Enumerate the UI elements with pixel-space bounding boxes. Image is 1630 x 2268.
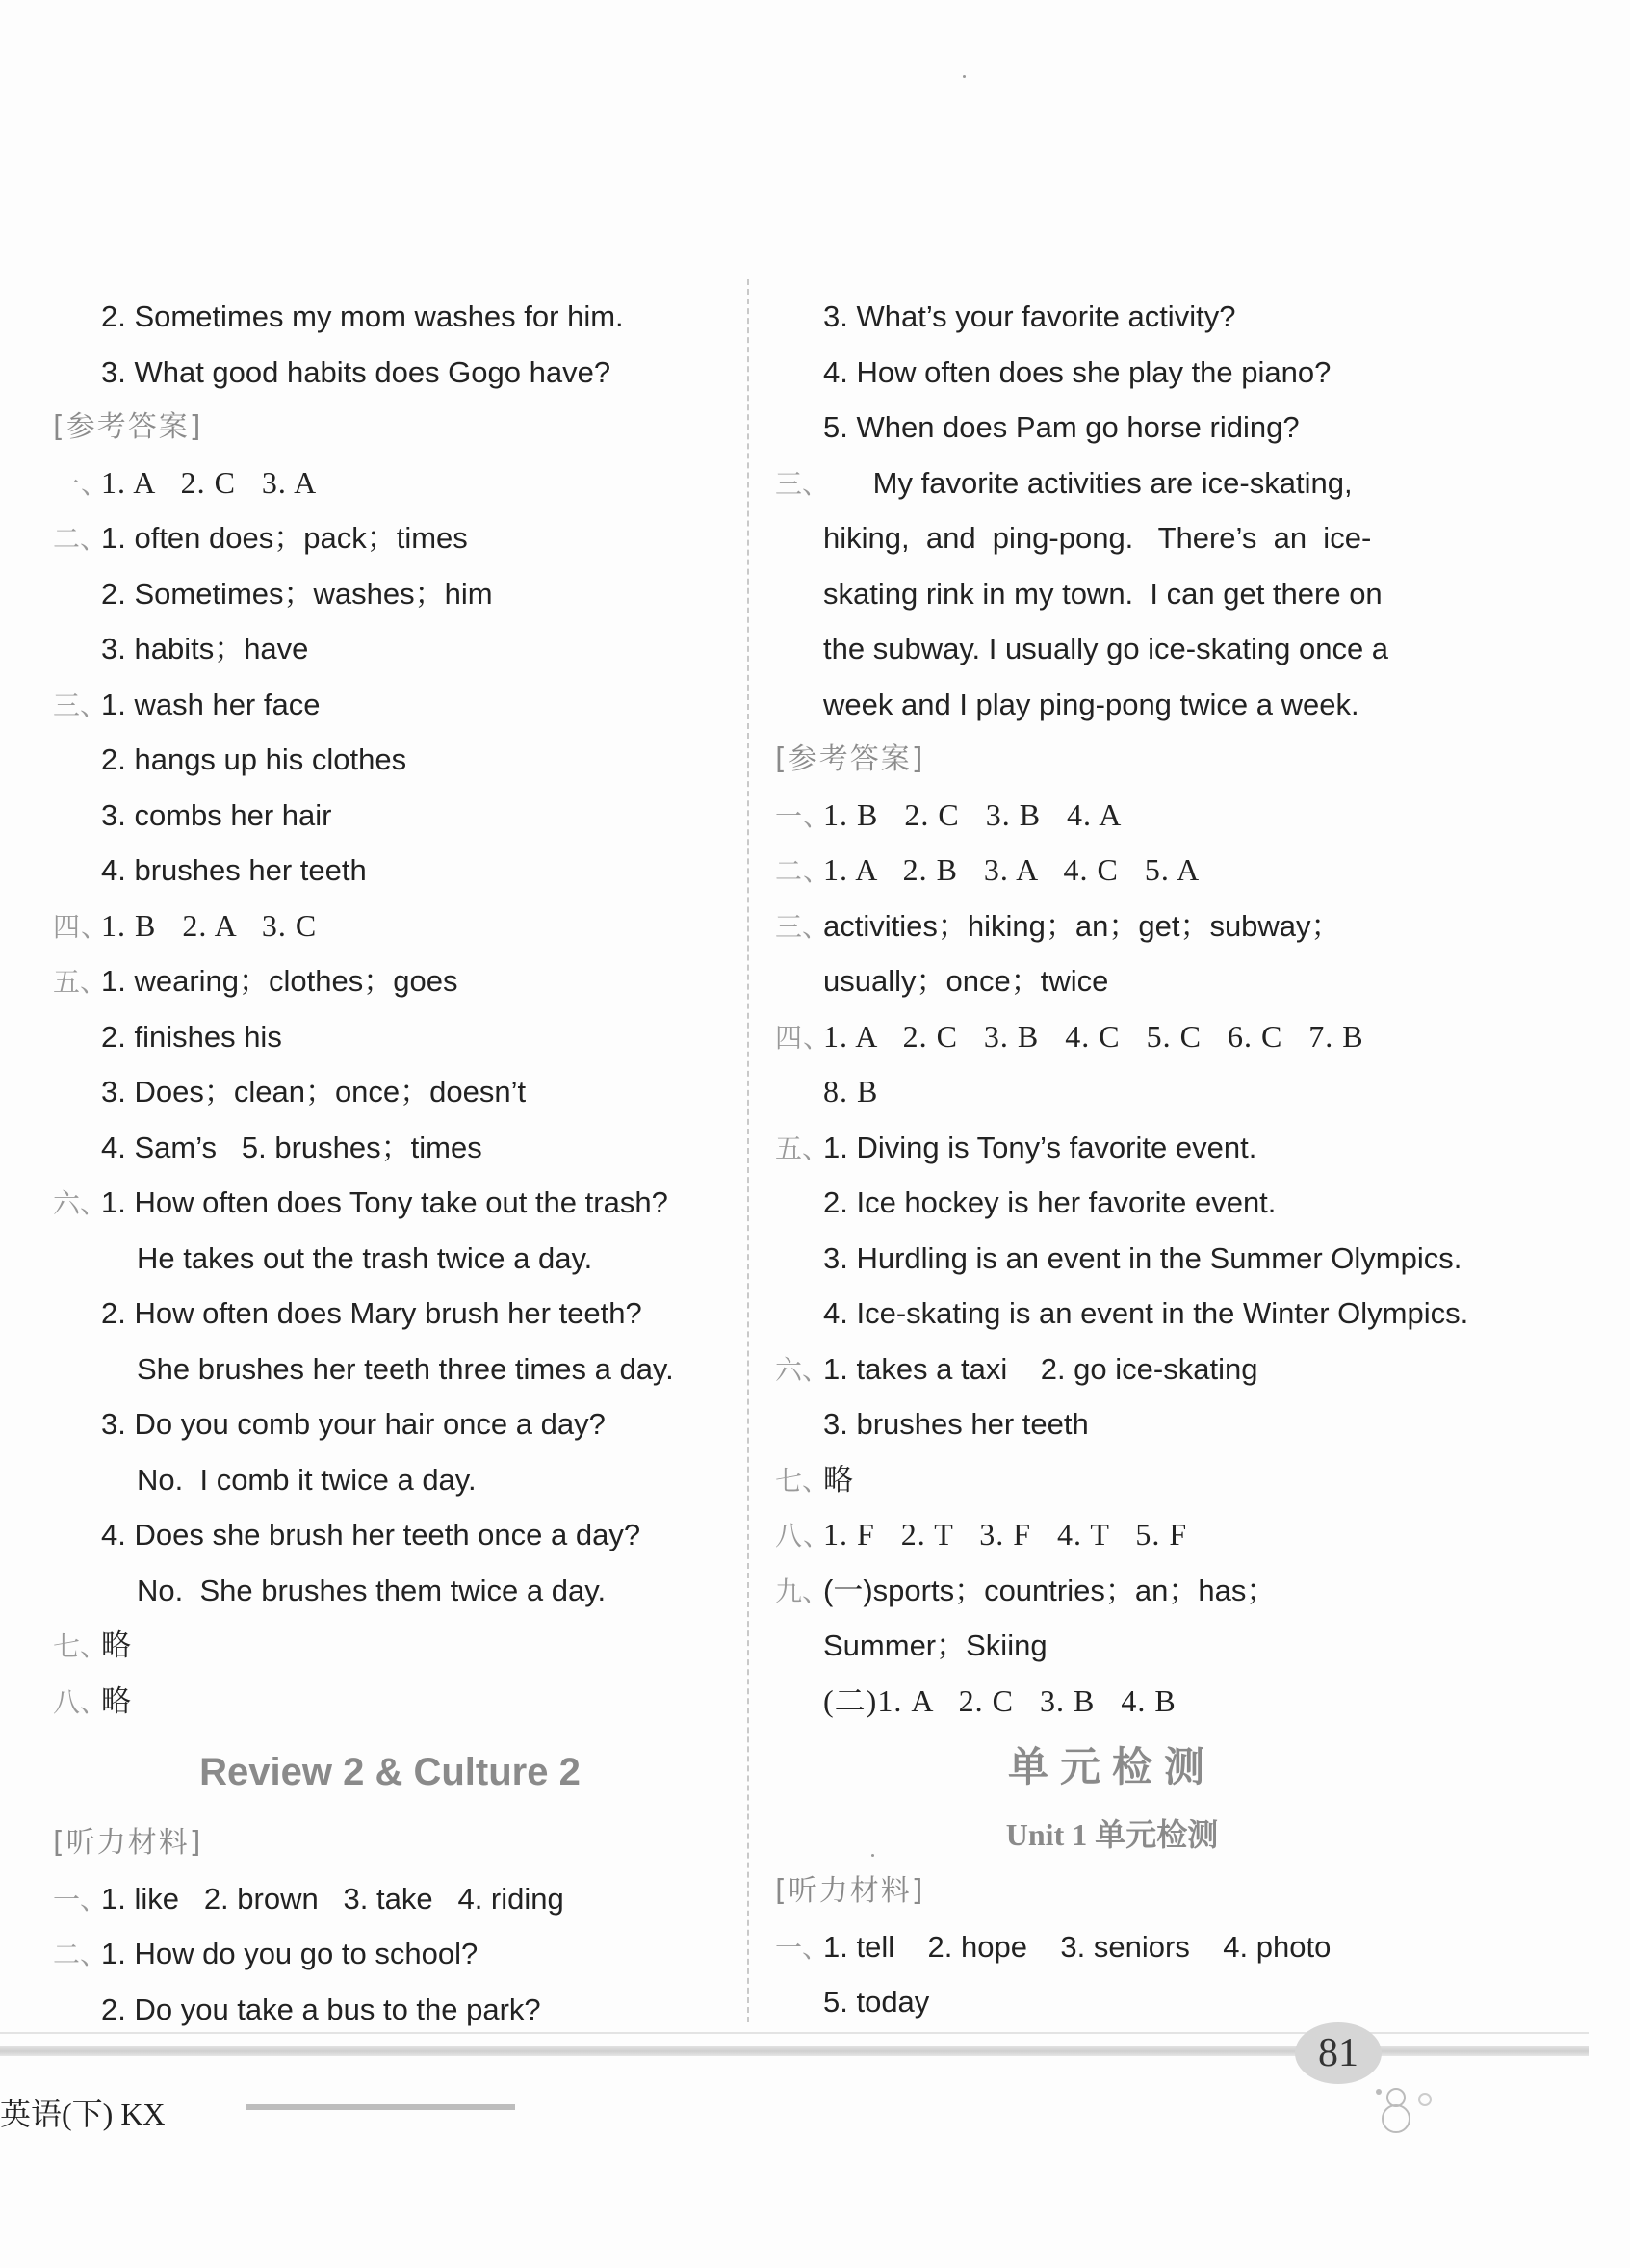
left-listening-lines xyxy=(53,1815,727,2037)
answer-line xyxy=(53,510,727,566)
line-text: 1. A 2. C 3. B 4. C 5. C 6. C 7. B xyxy=(823,1018,1364,1054)
right-column xyxy=(775,289,1469,2030)
answer-line xyxy=(775,1120,1449,1176)
answer-line xyxy=(775,456,1449,511)
section-number: 六、 xyxy=(53,1187,108,1219)
line-text: [听力材料] xyxy=(53,1826,203,1860)
answer-line xyxy=(53,1563,727,1619)
answer-line xyxy=(53,1452,727,1508)
line-text: 1. F 2. T 3. F 4. T 5. F xyxy=(823,1517,1188,1551)
answer-line xyxy=(775,899,1449,954)
line-text: 1. wash her face xyxy=(101,687,321,721)
section-number: 八、 xyxy=(53,1685,108,1718)
line-text: [参考答案] xyxy=(775,743,925,776)
line-text: 4. How often does she play the piano? xyxy=(823,354,1332,389)
section-number: 一、 xyxy=(53,467,110,500)
answer-line xyxy=(53,621,727,677)
line-text: (二)1. A 2. C 3. B 4. B xyxy=(823,1682,1177,1718)
line-text: 1. tell 2. hope 3. seniors 4. photo xyxy=(823,1929,1332,1964)
answer-line xyxy=(53,1009,727,1065)
line-text: No. I comb it twice a day. xyxy=(137,1462,477,1497)
line-text: 4. Does she brush her teeth once a day? xyxy=(101,1518,641,1551)
answer-line xyxy=(775,677,1449,733)
answer-line xyxy=(775,1175,1449,1231)
answer-line xyxy=(775,1064,1449,1120)
answer-line xyxy=(775,1864,1449,1919)
answer-line xyxy=(775,566,1449,622)
line-text: 4. brushes her teeth xyxy=(101,853,367,887)
line-text: 3. Do you comb your hair once a day? xyxy=(101,1407,606,1441)
footer-book-label: 英语(下) KX xyxy=(0,2097,166,2131)
line-text: 1. wearing；clothes；goes xyxy=(101,964,458,998)
answer-line xyxy=(53,788,727,844)
line-text: 3. habits；have xyxy=(101,632,309,665)
answer-line xyxy=(775,1286,1469,1342)
answer-line xyxy=(775,1507,1449,1563)
line-text: Summer；Skiing xyxy=(823,1629,1048,1662)
section-number: 二、 xyxy=(53,523,108,555)
line-text: 3. What’s your favorite activity? xyxy=(823,300,1236,333)
line-text: 1. A 2. C 3. A xyxy=(101,464,318,500)
answer-line xyxy=(53,289,727,345)
line-text: skating rink in my town. I can get there on xyxy=(823,576,1383,611)
page-number: 81 xyxy=(1295,2022,1382,2084)
unit-test-subheading: Unit 1 单元检测 xyxy=(1005,1817,1219,1852)
line-text: 略 xyxy=(101,1683,131,1718)
section-number: 八、 xyxy=(775,1520,832,1551)
answer-line xyxy=(775,1452,1449,1508)
speck xyxy=(871,1854,874,1857)
unit-test-heading: 单元检测 xyxy=(1007,1744,1216,1789)
answer-line xyxy=(53,1120,727,1176)
section-number: 三、 xyxy=(775,910,830,943)
answer-line xyxy=(775,400,1449,456)
line-text: 3. Hurdling is an event in the Summer Olympics. xyxy=(823,1240,1462,1275)
line-text: My favorite activities are ice-skating, xyxy=(823,465,1353,500)
line-text: 1. A 2. B 3. A 4. C 5. A xyxy=(823,852,1201,887)
line-text: 1. Diving is Tony’s favorite event. xyxy=(823,1130,1257,1164)
line-text: She brushes her teeth three times a day. xyxy=(137,1351,674,1386)
section-number: 四、 xyxy=(53,910,110,943)
answer-line xyxy=(53,953,727,1009)
answer-line xyxy=(775,289,1449,345)
section-number: 二、 xyxy=(53,1939,108,1970)
answer-line xyxy=(775,1618,1449,1674)
answer-line xyxy=(53,1064,727,1120)
answer-line xyxy=(775,732,1449,788)
line-text: 5. When does Pam go horse riding? xyxy=(823,410,1300,444)
review-heading: Review 2 & Culture 2 xyxy=(199,1751,581,1793)
section-number: 三、 xyxy=(53,689,108,721)
line-text: 2. hangs up his clothes xyxy=(101,743,407,776)
line-text: 1. takes a taxi 2. go ice-skating xyxy=(823,1351,1258,1386)
section-number: 二、 xyxy=(775,855,832,887)
answer-line xyxy=(775,510,1449,566)
line-text: 略 xyxy=(101,1629,131,1662)
answer-line xyxy=(53,1926,727,1982)
snowman-decoration-icon xyxy=(1367,2071,1444,2138)
right-answer-lines xyxy=(775,289,1469,1729)
answer-line xyxy=(775,345,1449,401)
line-text: 略 xyxy=(823,1462,853,1497)
line-text: 3. What good habits does Gogo have? xyxy=(101,354,611,389)
answer-line xyxy=(53,1815,727,1871)
line-text: 1. often does；pack；times xyxy=(101,521,468,555)
line-text: He takes out the trash twice a day. xyxy=(137,1240,593,1275)
answer-line xyxy=(775,1974,1449,2030)
line-text: hiking, and ping-pong. There’s an ice- xyxy=(823,521,1372,555)
answer-line xyxy=(775,1342,1449,1397)
answer-line xyxy=(775,953,1449,1009)
answer-line xyxy=(53,1674,727,1730)
line-text: 1. How do you go to school? xyxy=(101,1937,479,1970)
section-number: 一、 xyxy=(775,799,832,832)
answer-line xyxy=(53,1286,727,1342)
answer-line xyxy=(53,1982,727,2038)
answer-line xyxy=(53,732,727,788)
line-text: 3. combs her hair xyxy=(101,797,332,832)
answer-line xyxy=(775,1231,1462,1287)
answer-line xyxy=(53,1231,727,1287)
line-text: No. She brushes them twice a day. xyxy=(137,1573,607,1607)
answer-line xyxy=(53,456,727,511)
line-text: 2. Ice hockey is her favorite event. xyxy=(823,1186,1277,1219)
answer-line xyxy=(775,1563,1449,1619)
answer-line xyxy=(53,400,727,456)
line-text: 4. Sam’s 5. brushes；times xyxy=(101,1130,482,1164)
answer-line xyxy=(53,677,727,733)
speck xyxy=(963,75,966,78)
section-number: 七、 xyxy=(775,1464,830,1497)
line-text: 1. How often does Tony take out the trash? xyxy=(101,1186,668,1219)
line-text: 8. B xyxy=(823,1074,879,1108)
line-text: the subway. I usually go ice-skating once a xyxy=(823,632,1389,665)
answer-line xyxy=(775,621,1449,677)
answer-line xyxy=(53,345,727,401)
answer-line xyxy=(775,1919,1449,1975)
answer-line xyxy=(775,1396,1449,1452)
answer-line xyxy=(53,566,727,622)
section-number: 三、 xyxy=(775,467,830,500)
line-text: 4. Ice-skating is an event in the Winter Olympics. xyxy=(823,1296,1469,1330)
answer-line xyxy=(775,1009,1449,1065)
line-text: week and I play ping-pong twice a week. xyxy=(823,687,1359,721)
section-number: 四、 xyxy=(775,1021,832,1054)
answer-line xyxy=(53,1342,727,1397)
answer-line xyxy=(53,1618,727,1674)
left-column xyxy=(53,289,727,2037)
section-number: 七、 xyxy=(53,1630,108,1662)
line-text: 2. Sometimes my mom washes for him. xyxy=(101,300,624,333)
line-text: 1. B 2. A 3. C xyxy=(101,907,318,943)
line-text: activities；hiking；an；get；subway； xyxy=(823,908,1341,943)
line-text: 5. today xyxy=(823,1985,930,2019)
column-divider xyxy=(747,279,749,2022)
line-text: 2. finishes his xyxy=(101,1019,282,1054)
answer-line xyxy=(53,1507,727,1563)
line-text: [听力材料] xyxy=(775,1874,925,1908)
line-text: 1. like 2. brown 3. take 4. riding xyxy=(101,1881,564,1916)
line-text: usually；once；twice xyxy=(823,964,1109,998)
line-text: 2. Do you take a bus to the park? xyxy=(101,1992,541,2026)
answer-line xyxy=(53,899,727,954)
line-text: 3. Does；clean；once；doesn’t xyxy=(101,1075,527,1108)
section-number: 六、 xyxy=(775,1353,830,1386)
answer-line xyxy=(53,1396,727,1452)
right-listening-lines xyxy=(775,1864,1449,2030)
line-text: 1. B 2. C 3. B 4. A xyxy=(823,796,1123,832)
line-text: (一)sports；countries；an；has； xyxy=(823,1573,1277,1607)
footer-bar xyxy=(246,2104,515,2110)
section-number: 五、 xyxy=(775,1132,830,1164)
section-number: 一、 xyxy=(53,1883,108,1916)
section-number: 五、 xyxy=(53,966,108,998)
line-text: 2. How often does Mary brush her teeth? xyxy=(101,1296,642,1330)
answer-line xyxy=(53,843,727,899)
line-text: [参考答案] xyxy=(53,410,203,444)
answer-line xyxy=(775,1674,1449,1730)
answer-line xyxy=(775,788,1449,844)
line-text: 3. brushes her teeth xyxy=(823,1407,1089,1441)
section-number: 九、 xyxy=(775,1575,830,1607)
line-text: 2. Sometimes；washes；him xyxy=(101,576,493,611)
left-answer-lines xyxy=(53,289,727,1729)
answer-line xyxy=(53,1871,727,1927)
answer-line xyxy=(53,1175,727,1231)
answer-line xyxy=(775,843,1449,899)
section-number: 一、 xyxy=(775,1931,830,1964)
